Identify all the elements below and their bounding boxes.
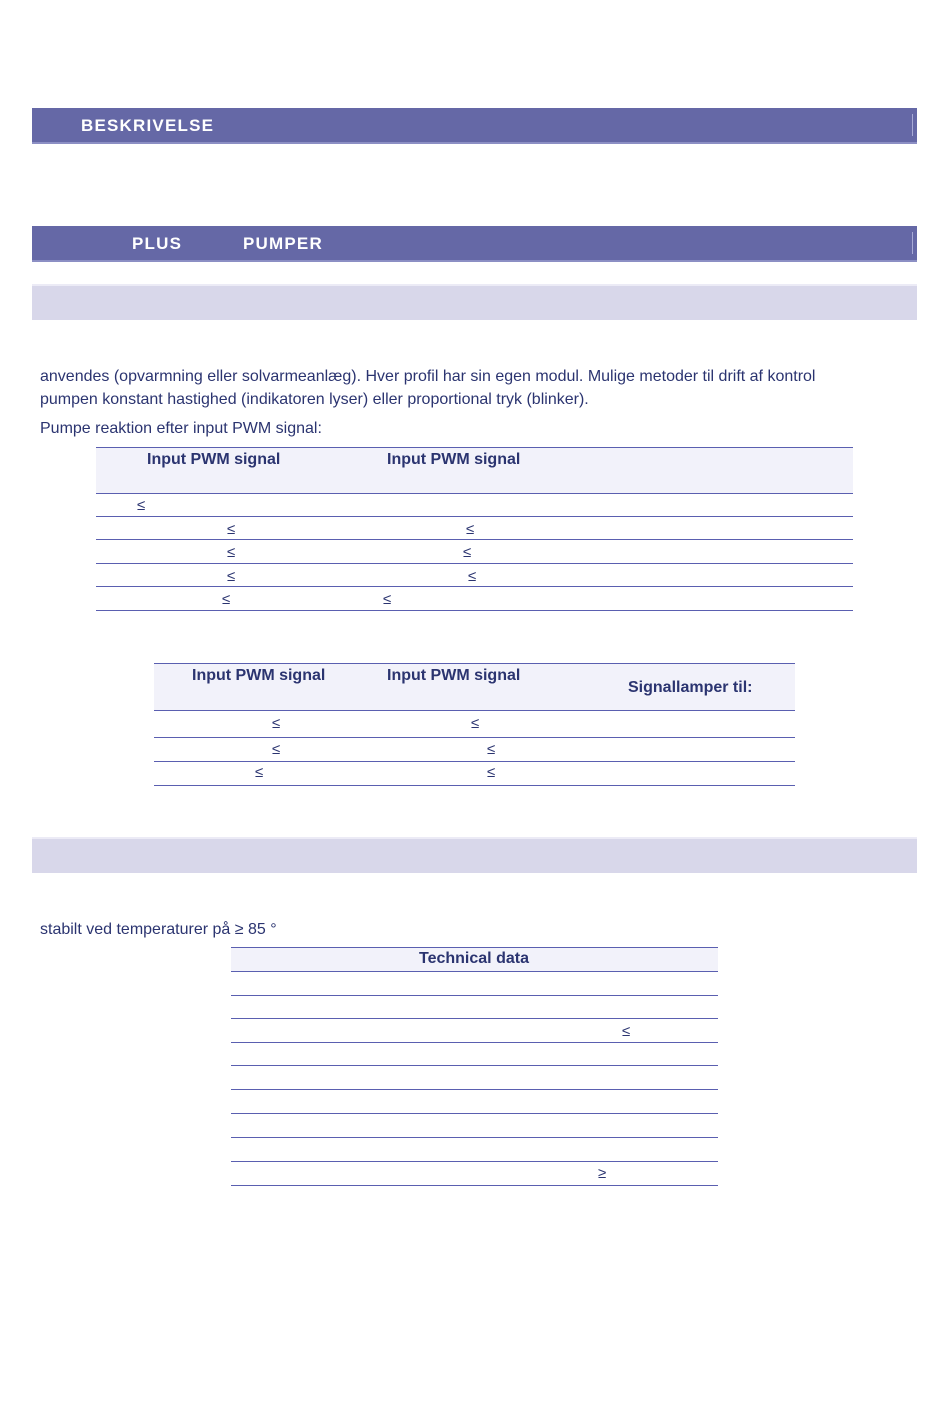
paragraph-line: stabilt ved temperaturer på ≥ 85 °: [40, 921, 277, 938]
table-cell: ≤: [466, 521, 475, 538]
row-divider: [231, 1042, 718, 1043]
row-divider: [154, 761, 795, 762]
row-divider: [231, 1089, 718, 1090]
table-cell: ≤: [272, 715, 281, 732]
table-cell: ≤: [468, 568, 477, 585]
row-divider: [231, 1185, 718, 1186]
section-title-plus: PLUS: [132, 234, 183, 253]
subsection-band: [32, 837, 917, 873]
column-header: Input PWM signal: [387, 451, 521, 468]
row-divider: [96, 586, 853, 587]
paragraph-line: pumpen konstant hastighed (indikatoren lyser) eller proportional tryk (blinker).: [40, 391, 589, 408]
pwm-table-1: [96, 447, 853, 612]
pwm-table-2: [154, 663, 795, 788]
table-header: [231, 947, 718, 972]
row-divider: [231, 1161, 718, 1162]
table-cell: ≤: [137, 497, 146, 514]
row-divider: [96, 516, 853, 517]
paragraph-line: Pumpe reaktion efter input PWM signal:: [40, 420, 322, 437]
column-header: Input PWM signal: [192, 667, 326, 684]
row-divider: [231, 1113, 718, 1114]
table-cell: ≤: [487, 764, 496, 781]
table-cell: ≤: [227, 521, 236, 538]
row-divider: [96, 539, 853, 540]
table-cell: ≤: [227, 568, 236, 585]
table-cell: ≤: [487, 741, 496, 758]
table-cell: ≤: [383, 591, 392, 608]
section-header-beskrivelse: [32, 108, 917, 144]
table-cell: ≤: [622, 1023, 631, 1040]
table-cell: ≥: [598, 1165, 607, 1182]
subsection-band: [32, 284, 917, 320]
table-cell: ≤: [463, 544, 472, 561]
table-cell: ≤: [227, 544, 236, 561]
row-divider: [154, 785, 795, 786]
table-header: [154, 663, 795, 711]
row-divider: [231, 995, 718, 996]
table-cell: ≤: [272, 741, 281, 758]
table-header: [96, 447, 853, 494]
column-header: Signallamper til:: [628, 679, 753, 696]
section-header-plus-pumper: [32, 226, 917, 262]
paragraph-line: anvendes (opvarmning eller solvarmeanlæg). Hver profil har sin egen modul. Mulige metoder til drift af kontrol: [40, 368, 816, 385]
section-title-pumper: PUMPER: [243, 234, 323, 253]
row-divider: [154, 737, 795, 738]
row-divider: [231, 1137, 718, 1138]
table-cell: ≤: [222, 591, 231, 608]
technical-data-table: [231, 947, 718, 1187]
table-cell: ≤: [255, 764, 264, 781]
row-divider: [231, 1065, 718, 1066]
row-divider: [231, 1018, 718, 1019]
column-header: Input PWM signal: [147, 451, 281, 468]
table-cell: ≤: [471, 715, 480, 732]
column-header: Technical data: [419, 950, 529, 967]
column-header: Input PWM signal: [387, 667, 521, 684]
row-divider: [96, 563, 853, 564]
row-divider: [96, 610, 853, 611]
section-title: BESKRIVELSE: [81, 116, 215, 135]
